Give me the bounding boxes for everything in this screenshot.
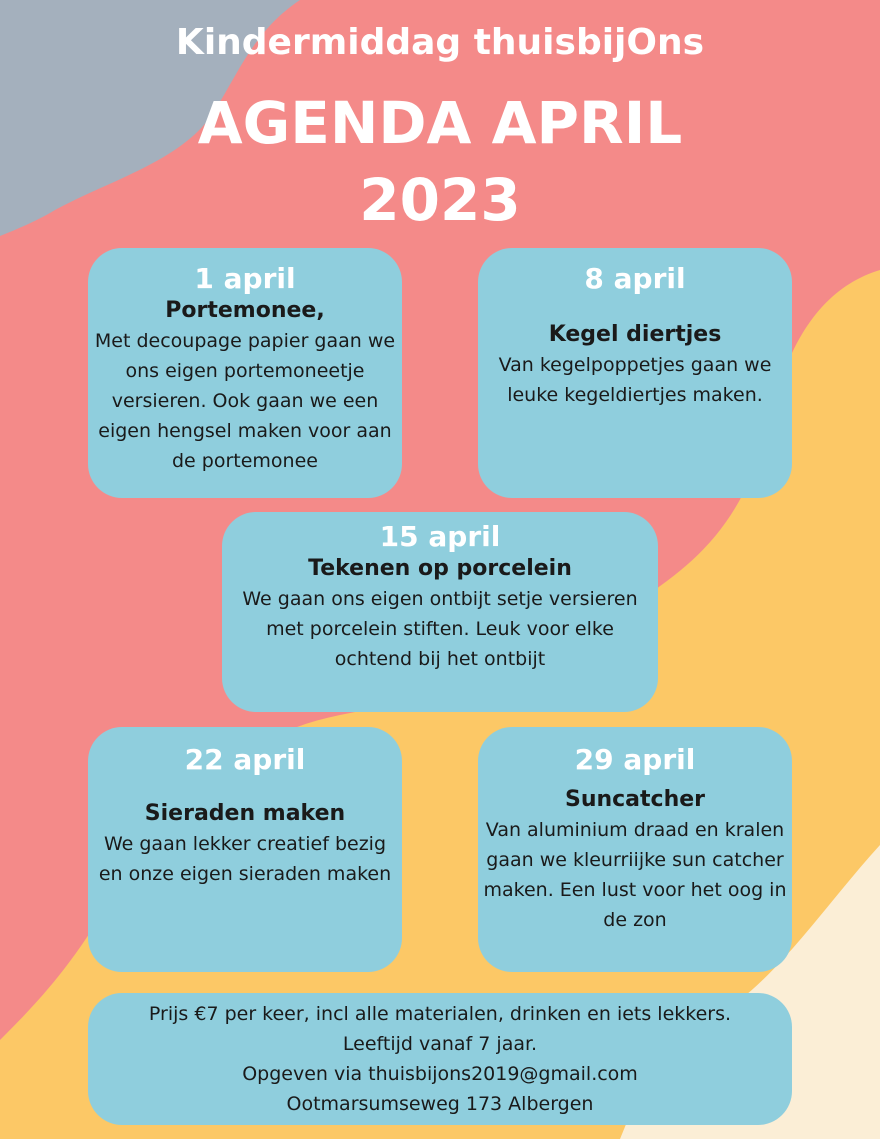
- event-title: Suncatcher: [564, 787, 706, 812]
- page-year: 2023: [359, 166, 521, 234]
- event-title: Kegel diertjes: [548, 322, 722, 347]
- event-description-line: gaan we kleurriijke sun catcher: [486, 849, 784, 871]
- event-description-line: We gaan ons eigen ontbijt setje versieren: [242, 588, 638, 610]
- event-date: 1 april: [194, 262, 296, 295]
- event-description-line: met porcelein stiften. Leuk voor elke: [266, 618, 614, 640]
- event-card-15-april: [222, 512, 658, 712]
- event-card-22-april: [88, 727, 402, 972]
- event-description-line: Van aluminium draad en kralen: [485, 819, 785, 841]
- event-description-line: en onze eigen sieraden maken: [98, 863, 392, 885]
- organization-name: Kindermiddag thuisbijOns: [175, 22, 705, 63]
- age-info: Leeftijd vanaf 7 jaar.: [342, 1033, 538, 1055]
- event-title: Sieraden maken: [144, 801, 346, 826]
- event-card-8-april: [478, 248, 792, 498]
- page-title: AGENDA APRIL: [197, 89, 683, 157]
- event-description-line: ons eigen portemoneetje: [125, 360, 365, 382]
- event-description-line: eigen hengsel maken voor aan: [98, 420, 392, 442]
- event-title: Tekenen op porcelein: [308, 556, 572, 581]
- event-card-1-april: [88, 248, 402, 498]
- event-card-29-april: [478, 727, 792, 972]
- event-date: 15 april: [379, 520, 501, 553]
- event-description-line: ochtend bij het ontbijt: [334, 648, 546, 670]
- event-description-line: maken. Een lust voor het oog in: [483, 879, 787, 901]
- event-title: Portemonee,: [165, 298, 325, 323]
- event-date: 29 april: [574, 743, 696, 776]
- event-date: 8 april: [584, 262, 686, 295]
- event-description-line: Van kegelpoppetjes gaan we: [498, 354, 772, 376]
- address: Ootmarsumseweg 173 Albergen: [286, 1093, 594, 1115]
- event-description-line: versieren. Ook gaan we een: [111, 390, 379, 412]
- event-description-line: We gaan lekker creatief bezig: [103, 833, 387, 855]
- event-description-line: leuke kegeldiertjes maken.: [507, 384, 763, 406]
- signup-email[interactable]: Opgeven via thuisbijons2019@gmail.com: [242, 1063, 638, 1085]
- event-description-line: de portemonee: [172, 450, 318, 472]
- event-description-line: Met decoupage papier gaan we: [94, 330, 396, 352]
- price-info: Prijs €7 per keer, incl alle materialen, drinken en iets lekkers.: [148, 1003, 732, 1025]
- event-date: 22 april: [184, 743, 306, 776]
- info-footer-card: [88, 993, 792, 1125]
- event-description-line: de zon: [603, 909, 667, 931]
